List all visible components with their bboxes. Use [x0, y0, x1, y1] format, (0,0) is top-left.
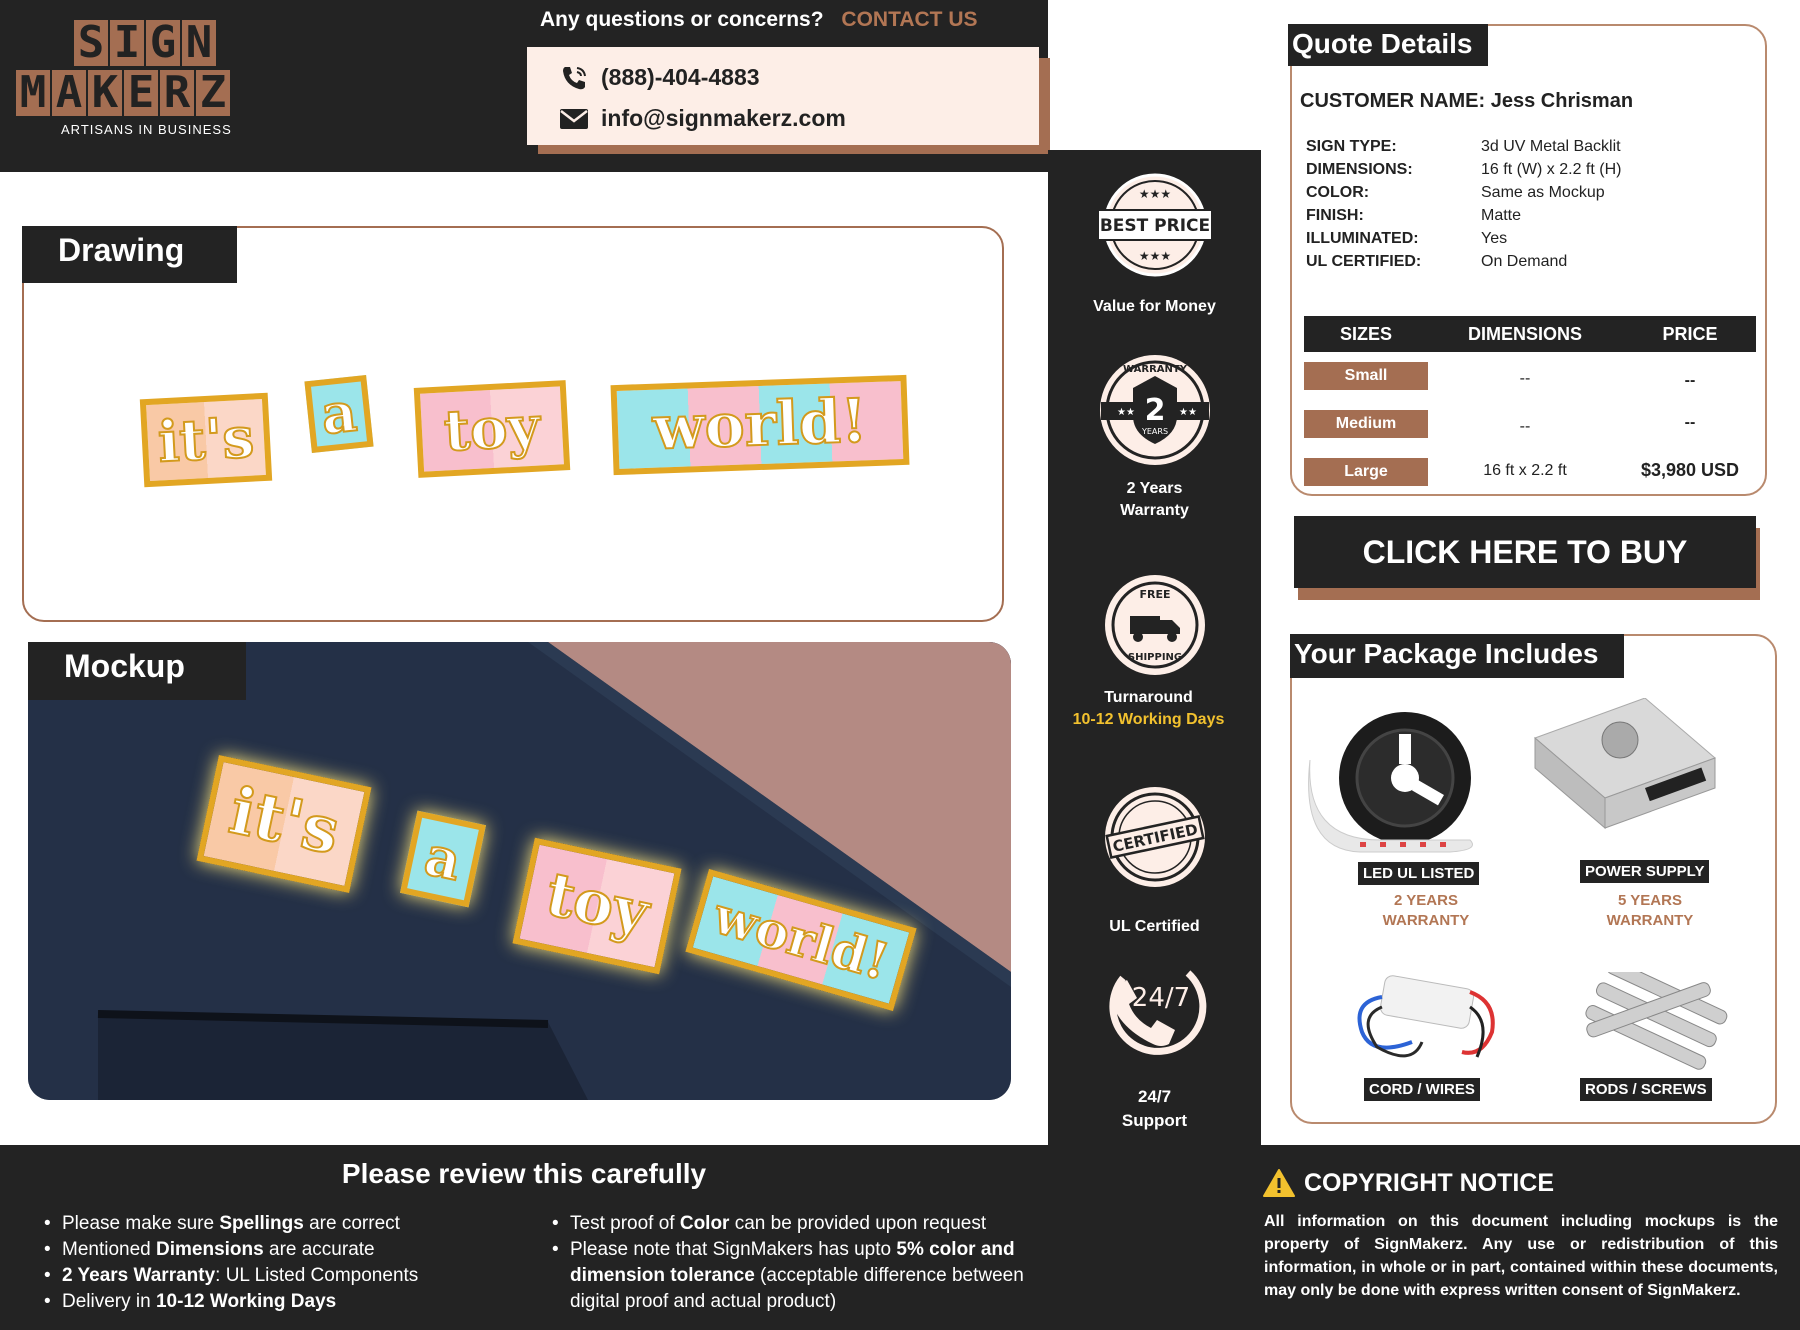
- spec-value: On Demand: [1481, 253, 1568, 270]
- logo-letter: I: [110, 20, 144, 66]
- phone-row[interactable]: [559, 57, 1039, 98]
- best-price-badge-text: BEST PRICE: [1099, 216, 1211, 236]
- phone-number: (888)-404-4883: [601, 64, 760, 90]
- logo-letter: G: [146, 20, 180, 66]
- support-label-line1: 24/7: [1137, 1087, 1172, 1106]
- warranty-word: WARRANTY: [1382, 912, 1470, 929]
- spec-value: Yes: [1481, 230, 1508, 247]
- mockup-tab: Mockup: [28, 642, 246, 700]
- package-item-label: POWER SUPPLY: [1580, 860, 1709, 883]
- spec-row: [1306, 207, 1521, 225]
- review-list-right: [552, 1211, 1042, 1315]
- warranty-years: 2 YEARS: [1394, 892, 1458, 909]
- mockup-panel: [28, 642, 1011, 1100]
- free-shipping-text-1: FREE: [1139, 588, 1171, 601]
- warranty-badge-number: 2: [1144, 393, 1166, 428]
- review-item: • 2 Years Warranty: UL Listed Components: [44, 1263, 418, 1289]
- package-item-warranty: [1356, 891, 1496, 931]
- spec-key: SIGN TYPE:: [1306, 138, 1397, 155]
- certified-badge-text: CERTIFIED: [1111, 820, 1200, 856]
- spec-row: [1306, 161, 1621, 179]
- logo-letter: Z: [196, 70, 230, 116]
- size-dimensions: 16 ft x 2.2 ft: [1483, 462, 1567, 479]
- drawing-sign-artwork: [24, 228, 1002, 620]
- customer-name-value: Jess Chrisman: [1490, 90, 1634, 112]
- support-label-line2: Support: [1121, 1111, 1188, 1130]
- logo-letter: K: [88, 70, 122, 116]
- review-list-left: [44, 1211, 418, 1315]
- column-header-sizes: SIZES: [1339, 324, 1392, 344]
- spec-key: ILLUMINATED:: [1306, 230, 1419, 247]
- warranty-label-line2: Warranty: [1120, 502, 1189, 519]
- power-supply-image: [1525, 698, 1725, 848]
- size-table-header: [1304, 316, 1756, 352]
- turnaround-text: Turnaround: [1104, 689, 1193, 706]
- logo-letter: R: [160, 70, 194, 116]
- sign-word-world: world!: [611, 375, 910, 475]
- best-price-label: Value for Money: [1093, 298, 1216, 315]
- size-price: $3,980 USD: [1640, 460, 1740, 480]
- free-shipping-icon: [1100, 570, 1210, 680]
- contact-card: [527, 47, 1039, 145]
- copyright-title: [1262, 1168, 1554, 1198]
- copyright-title-text: COPYRIGHT NOTICE: [1304, 1168, 1555, 1197]
- package-title: Your Package Includes: [1290, 634, 1624, 678]
- size-dimensions: --: [1519, 370, 1531, 387]
- mockup-word-toy: toy: [512, 838, 681, 975]
- warranty-years: 5 YEARS: [1618, 892, 1682, 909]
- size-option-large[interactable]: Large: [1304, 458, 1428, 486]
- size-price: --: [1684, 414, 1696, 431]
- spec-row: [1306, 230, 1507, 248]
- size-price: --: [1684, 372, 1696, 389]
- mockup-wall-photo: [28, 642, 1011, 1100]
- rods-screws-image: [1578, 972, 1728, 1072]
- column-header-dimensions: DIMENSIONS: [1467, 324, 1582, 344]
- mockup-word-a: a: [400, 811, 486, 908]
- package-item-label: CORD / WIRES: [1364, 1078, 1480, 1101]
- phone-icon: [559, 63, 589, 93]
- mail-icon: [559, 107, 589, 131]
- questions-line: [540, 8, 978, 32]
- column-header-price: PRICE: [1662, 324, 1718, 344]
- review-item: • Mentioned Dimensions are accurate: [44, 1237, 418, 1263]
- warranty-label-line1: 2 Years: [1126, 480, 1183, 497]
- spec-row: [1306, 184, 1605, 202]
- spec-key: FINISH:: [1306, 207, 1364, 224]
- svg-text:★★★: ★★★: [1138, 249, 1172, 263]
- drawing-panel: [22, 226, 1004, 622]
- spec-row: [1306, 253, 1567, 271]
- size-option-small[interactable]: Small: [1304, 362, 1428, 390]
- support-label: [1048, 1085, 1261, 1133]
- package-item-label: RODS / SCREWS: [1580, 1078, 1712, 1101]
- warranty-badge-icon: [1095, 350, 1215, 470]
- copyright-body: All information on this document including mockups is the property of SignMakerz. Any use or redistribution of this information, in whole or in part, contained within these documents, may only be done with express written consent of SignMakerz.: [1264, 1213, 1778, 1299]
- buy-button[interactable]: CLICK HERE TO BUY: [1294, 516, 1756, 588]
- review-item: • Test proof of Color can be provided upon request: [552, 1211, 1042, 1237]
- warning-icon: [1262, 1168, 1296, 1198]
- spec-value: 16 ft (W) x 2.2 ft (H): [1481, 161, 1622, 178]
- turnaround-label: [1042, 687, 1255, 731]
- quote-title: Quote Details: [1288, 24, 1488, 66]
- turnaround-days: 10-12 Working Days: [1072, 711, 1225, 728]
- size-dimensions: --: [1519, 418, 1531, 435]
- best-price-badge-icon: [1090, 170, 1220, 280]
- customer-name-line: [1300, 90, 1633, 113]
- spec-value: Matte: [1481, 207, 1522, 224]
- size-option-medium[interactable]: Medium: [1304, 410, 1428, 438]
- signmakerz-logo[interactable]: [16, 17, 276, 160]
- free-shipping-text-2: SHIPPING: [1127, 652, 1183, 663]
- svg-text:★★: ★★: [1117, 407, 1135, 418]
- warranty-label: [1048, 478, 1261, 522]
- customer-name-label: CUSTOMER NAME:: [1300, 90, 1486, 112]
- logo-letter: S: [74, 20, 108, 66]
- warranty-badge-years: YEARS: [1141, 427, 1169, 436]
- review-title: Please review this carefully: [341, 1158, 707, 1189]
- review-item: • Please note that SignMakers has upto 5% color and dimension tolerance (acceptable difference between digital proof and actual product): [552, 1237, 1042, 1315]
- spec-key: UL CERTIFIED:: [1306, 253, 1422, 270]
- svg-text:★★: ★★: [1179, 407, 1197, 418]
- sign-word-a: a: [304, 375, 373, 453]
- mockup-word-its: it's: [196, 755, 371, 893]
- cord-wires-image: [1352, 962, 1502, 1072]
- review-item: • Delivery in 10-12 Working Days: [44, 1289, 418, 1315]
- logo-letter: A: [52, 70, 86, 116]
- certified-label: UL Certified: [1109, 918, 1200, 935]
- spec-key: COLOR:: [1306, 184, 1370, 201]
- spec-row: [1306, 138, 1621, 156]
- spec-value: Same as Mockup: [1481, 184, 1605, 201]
- logo-tagline: ARTISANS IN BUSINESS: [61, 122, 232, 137]
- logo-letter: N: [182, 20, 216, 66]
- warranty-badge-top: WARRANTY: [1123, 364, 1187, 375]
- sign-word-its: it's: [140, 393, 272, 488]
- package-item-label: LED UL LISTED: [1358, 862, 1479, 885]
- support-phone-icon: [1093, 948, 1213, 1068]
- sign-word-toy: toy: [414, 380, 571, 478]
- email-row[interactable]: [559, 98, 1039, 139]
- mockup-word-world: world!: [685, 869, 916, 1011]
- led-strip-image: [1300, 700, 1490, 860]
- support-badge-text: 24/7: [1131, 983, 1191, 1013]
- spec-value: 3d UV Metal Backlit: [1481, 138, 1621, 155]
- email-address: info@signmakerz.com: [601, 105, 846, 131]
- questions-text: Any questions or concerns?: [540, 8, 824, 31]
- package-item-warranty: [1580, 891, 1720, 931]
- certified-icon: [1100, 782, 1210, 892]
- feature-column: [1048, 150, 1261, 1145]
- spec-key: DIMENSIONS:: [1306, 161, 1413, 178]
- drawing-tab: Drawing: [22, 226, 237, 283]
- logo-letter: M: [16, 70, 50, 116]
- review-item: • Please make sure Spellings are correct: [44, 1211, 418, 1237]
- svg-text:★★★: ★★★: [1138, 187, 1172, 201]
- warranty-word: WARRANTY: [1606, 912, 1694, 929]
- contact-us-link[interactable]: CONTACT US: [841, 8, 978, 31]
- logo-letter: E: [124, 70, 158, 116]
